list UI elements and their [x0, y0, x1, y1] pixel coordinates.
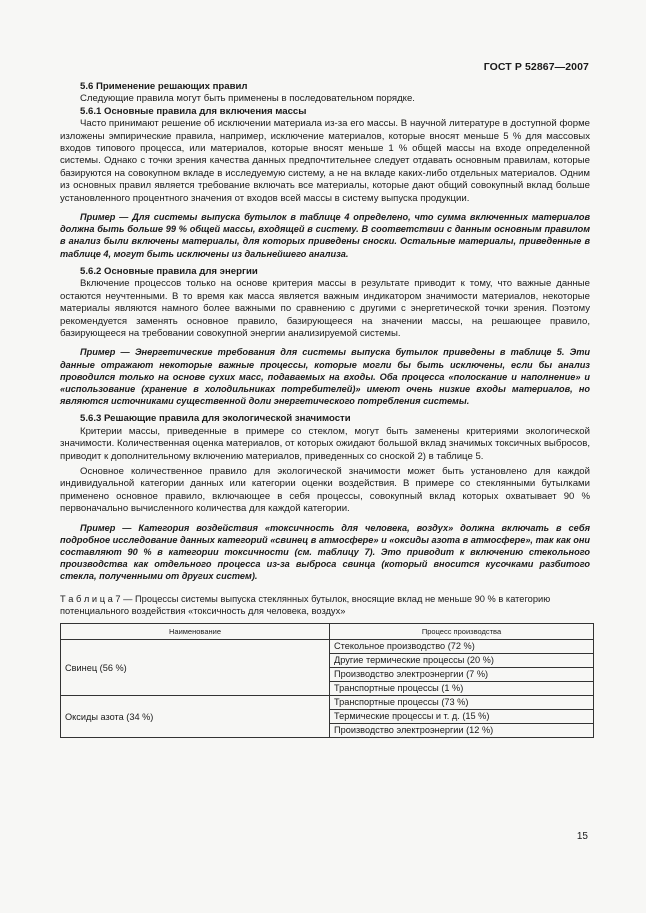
standard-number: ГОСТ Р 52867—2007: [483, 61, 589, 73]
table-process-cell: Стекольное производство (72 %): [330, 640, 594, 654]
table-category-nitrogen-oxides: Оксиды азота (34 %): [61, 696, 330, 738]
table-process-cell: Транспортные процессы (1 %): [330, 682, 594, 696]
table-process-cell: Транспортные процессы (73 %): [330, 696, 594, 710]
table-row: [61, 696, 594, 710]
table-header-row: [61, 624, 594, 640]
table-header-process: Процесс производства: [330, 624, 594, 640]
table-row: [61, 640, 594, 654]
section-heading-5-6-2: 5.6.2 Основные правила для энергии: [80, 265, 258, 277]
section-heading-5-6-3: 5.6.3 Решающие правила для экологической значимости: [80, 413, 351, 425]
section-5-6-1-paragraph: Часто принимают решение об исключении материала из-за его массы. В научной литературе в доступной форме изложены эмпирические правила, например, исключение материалов, которые вносят меньше 5 % для массовых входов типового процесса, или материалов, которые вносят меньше 1 % общей массы на входе определенной системы. Однако с точки зрения качества данных предпочтительнее следует отдавать основным правилам, которые базируются на совокупном вкладе в исследуемую систему, а не на вкладе каких-либо отдельных материалов. Одним из основных правил является требование включать все материалы, которые дают общий совокупный вклад больше установленного процентного значения от входов всей массы в систему выпуска продукции.: [60, 118, 590, 204]
table-process-cell: Другие термические процессы (20 %): [330, 654, 594, 668]
table-process-cell: Производство электроэнергии (12 %): [330, 724, 594, 738]
table-7-caption: Т а б л и ц а 7 — Процессы системы выпуска стеклянных бутылок, вносящие вклад не меньше 90 % в категорию потенциального воздействия «токсичность для человека, воздух»: [60, 593, 551, 616]
table-7: [60, 623, 594, 738]
section-5-6-1-example: Пример — Для системы выпуска бутылок в таблице 4 определено, что сумма включенных материалов должна быть больше 99 % общей массы, входящей в систему. В соответствии с данным основным правилом в анализ были включены материалы, для которых приведены сноски. Остальные материалы, приведенные в таблице 4, могут быть исключены из дальнейшего анализа.: [60, 212, 590, 259]
page-content: [60, 81, 590, 738]
section-5-6-2-paragraph: Включение процессов только на основе критерия массы в результате приводит к тому, что важные данные остаются неучтенными. В то время как масса является важным индикатором значимости материалов, некоторые материалы являются намного более важными по сравнению с другими с энергетической точки зрения. Поэтому рекомендуется заменять основное правило, базирующееся на значении массы, на решающее правило, базирующееся на требовании совокупной энергии анализируемой системы.: [60, 278, 590, 339]
section-heading-5-6: 5.6 Применение решающих правил: [80, 81, 248, 92]
table-category-lead: Свинец (56 %): [61, 640, 330, 696]
section-heading-5-6-1: 5.6.1 Основные правила для включения массы: [80, 105, 307, 117]
page-number: 15: [576, 831, 588, 842]
table-process-cell: Производство электроэнергии (7 %): [330, 668, 594, 682]
section-5-6-2-example: Пример — Энергетические требования для системы выпуска бутылок приведены в таблице 5. Эти данные отражают некоторые важные процессы, которые могли бы быть исключены, если бы анализ проводился только на основе сухих масс, подаваемых на входы. Оба процесса «полоскание и наполнение» и «использование (хранение в холодильниках потребителей)» имеют очень низкие входы материалов, но являются источниками существенной доли энергетического потребления системы.: [60, 347, 590, 407]
section-5-6-intro: Следующие правила могут быть применены в последовательном порядке.: [80, 93, 415, 105]
table-header-name: Наименование: [61, 624, 330, 640]
section-5-6-3-paragraph-2: Основное количественное правило для экологической значимости может быть установлено для каждой индивидуальной категории данных или категории оценки воздействия. В примере со стеклянными бутылками применено основное правило, включающее в себя процессы, совокупный вклад которых охватывает 90 % первоначально вычисленного количества для каждой категории.: [60, 465, 590, 515]
section-5-6-3-paragraph-1: Критерии массы, приведенные в примере со стеклом, могут быть заменены критериями экологической значимости. Количественная оценка материалов, от которых ожидают большой вклад значимых токсичных выбросов, приводит к дополнительному включению материалов, приведенных со сноской 2) в таблице 5.: [60, 425, 590, 462]
table-process-cell: Термические процессы и т. д. (15 %): [330, 710, 594, 724]
section-5-6-3-example: Пример — Категория воздействия «токсичность для человека, воздух» должна включать в себя подробное исследование данных категорий «свинец в атмосфере» и «оксиды азота в атмосфере», так как они составляют 90 % в категории токсичности (см. таблицу 7). Это приводит к включению стекольного производства как отдельного процесса из-за выброса свинца (который вносится кусочками разбитого стекла, полученными от других систем).: [60, 522, 590, 582]
